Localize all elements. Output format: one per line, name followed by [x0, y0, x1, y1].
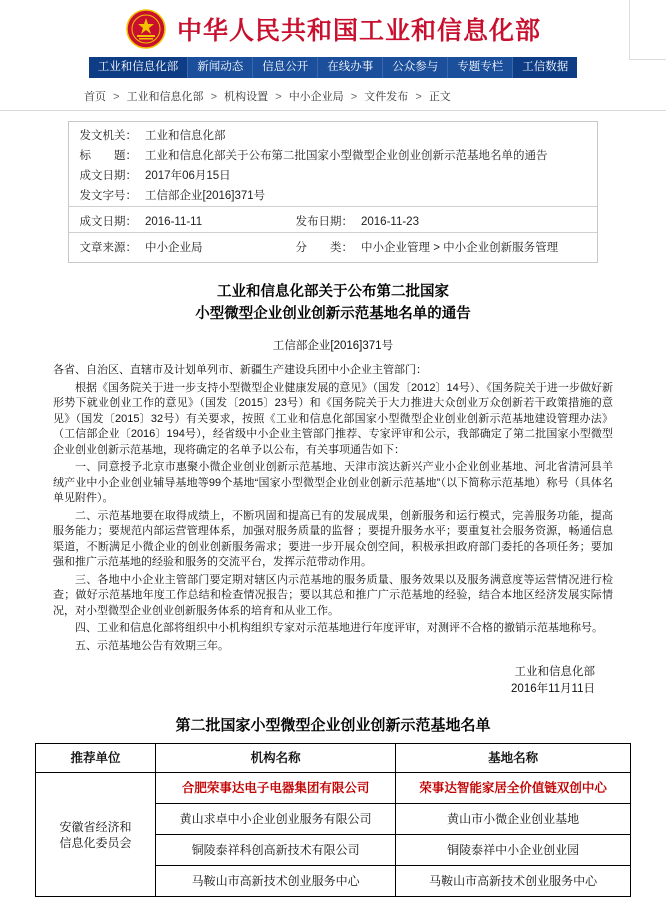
national-emblem-icon: [125, 8, 167, 50]
document-signature: [53, 664, 613, 698]
site-header: [0, 0, 666, 54]
meta-label-written-date: 成文日期：: [79, 169, 137, 182]
table-header-row: [36, 744, 631, 773]
breadcrumb-item-0[interactable]: 首页: [84, 91, 106, 103]
doc-title-line1: 工业和信息化部关于公布第二批国家: [217, 284, 449, 300]
signature-org: 工业和信息化部: [514, 666, 595, 678]
doc-salutation: 各省、自治区、直辖市及计划单列市、新疆生产建设兵团中小企业主管部门：: [53, 364, 427, 376]
column-header-org: 机构名称: [156, 744, 396, 773]
doc-title-line2: 小型微型企业创业创新示范基地名单的通告: [195, 306, 471, 322]
breadcrumb-sep-4: >: [415, 91, 422, 103]
site-title: 中华人民共和国工业和信息化部: [176, 18, 541, 45]
doc-number: 工信部企业[2016]371号: [272, 340, 394, 352]
breadcrumb: [0, 82, 666, 111]
meta-row-issuer: [69, 126, 597, 146]
meta-label-date2: 成文日期：: [79, 215, 137, 228]
cell-org-2: 铜陵泰祥科创高新技术有限公司: [156, 835, 396, 866]
cell-base-1: 黄山市小微企业创业基地: [396, 804, 631, 835]
breadcrumb-sep-0: >: [113, 91, 120, 103]
nav-item-1[interactable]: 新闻动态: [188, 57, 253, 78]
meta-value-category: 中小企业管理 > 中小企业创新服务管理: [361, 241, 559, 254]
breadcrumb-sep-2: >: [275, 91, 282, 103]
meta-label-source: 文章来源：: [79, 241, 137, 254]
nav-item-3[interactable]: 在线办事: [318, 57, 383, 78]
cell-base-2: 铜陵泰祥中小企业创业园: [396, 835, 631, 866]
document-meta-table: [69, 126, 597, 258]
meta-row-source: [69, 238, 597, 258]
main-navigation: [0, 54, 666, 82]
meta-value-docnum: 工信部企业[2016]371号: [145, 189, 266, 202]
meta-label-title: 标 题：: [79, 149, 137, 162]
column-header-base: 基地名称: [396, 744, 631, 773]
meta-row-dates: [69, 212, 597, 233]
breadcrumb-item-5: 正文: [428, 91, 451, 103]
document-body: [53, 363, 613, 654]
breadcrumb-sep-1: >: [210, 91, 218, 103]
column-header-region: 推荐单位: [36, 744, 156, 773]
breadcrumb-item-4[interactable]: 文件发布: [364, 91, 409, 103]
nav-item-5[interactable]: 专题专栏: [448, 57, 513, 78]
document-meta-panel: [68, 121, 598, 263]
appendix-table-wrap: [35, 743, 631, 897]
doc-paragraph-5: 五、示范基地公告有效期三年。: [75, 639, 229, 652]
meta-row-written-date: [69, 166, 597, 186]
breadcrumb-item-1[interactable]: 工业和信息化部: [126, 91, 204, 103]
cell-org-0: 合肥荣事达电子电器集团有限公司: [156, 773, 396, 804]
doc-paragraph-3: 三、各地中小企业主管部门要定期对辖区内示范基地的服务质量、服务效果以及服务满意度等运营情况进行检查；做好示范基地年度工作总结和检查情况报告；要以其总和推广广示范基地的经验，结合本地区经济发展实际情况，对小型微型企业创业创新服务体系的培育和从业工作。: [53, 573, 613, 617]
cell-org-1: 黄山求卓中小企业创业服务有限公司: [156, 804, 396, 835]
base-list-table: [35, 743, 631, 897]
table-row: [36, 773, 631, 804]
meta-label-publish: 发布日期：: [295, 215, 353, 228]
meta-value-written-date: 2017年06月15日: [145, 169, 231, 182]
meta-value-date2: 2016-11-11: [145, 215, 203, 228]
meta-label-category: 分 类：: [295, 241, 353, 254]
meta-row-docnum: [69, 186, 597, 207]
appendix-title: 第二批国家小型微型企业创业创新示范基地名单: [175, 718, 491, 734]
doc-paragraph-0: 根据《国务院关于进一步支持小型微型企业健康发展的意见》（国发〔2012〕14号）、《国务院关于进一步做好新形势下就业创业工作的意见》（国发〔2015〕23号）和《国务院关于大力推进大众创业万众创新若干政策措施的意见》（国发〔2015〕32号）有关要求，按照《工业和信息化部国家小型微型企业创业创新示范基地建设管理办法》（工信部企业〔2016〕194号），经省级中小企业主管部门推荐、专家评审和公示，我部确定了第二批国家小型微型企业创业创新示范基地，现将确定的名单予以公布，有关事项通告如下：: [53, 381, 613, 456]
cell-region: 安徽省经济和 信息化委员会: [36, 773, 156, 897]
breadcrumb-item-2[interactable]: 机构设置: [224, 91, 269, 103]
meta-value-publish: 2016-11-23: [361, 215, 419, 228]
breadcrumb-sep-3: >: [350, 91, 358, 103]
cell-base-0: 荣事达智能家居全价值链双创中心: [396, 773, 631, 804]
nav-item-6[interactable]: 工信数据: [513, 57, 577, 78]
signature-date: 2016年11月11日: [511, 683, 595, 695]
nav-item-2[interactable]: 信息公开: [253, 57, 318, 78]
meta-label-docnum: 发文字号：: [79, 189, 137, 202]
page-title: [73, 281, 593, 325]
cell-base-3: 马鞍山市高新技术创业服务中心: [396, 866, 631, 897]
nav-bar: [89, 57, 578, 78]
meta-label-issuer: 发文机关：: [79, 129, 137, 142]
nav-item-0[interactable]: 工业和信息化部: [89, 57, 189, 78]
meta-row-title: [69, 146, 597, 166]
meta-value-title: 工业和信息化部关于公布第二批国家小型微型企业创业创新示范基地名单的通告: [145, 149, 548, 162]
doc-paragraph-1: 一、同意授予北京市惠聚小微企业创业创新示范基地、天津市滨达新兴产业小企业创业基地、河北省清河县羊绒产业中小企业创业辅导基地等99个基地“国家小型微型企业创业创新示范基地”（以下简称示范基地）称号（具体名单见附件）。: [53, 461, 613, 504]
doc-paragraph-4: 四、工业和信息化部将组织中小机构组织专家对示范基地进行年度评审，对测评不合格的撤销示范基地称号。: [75, 622, 603, 634]
doc-paragraph-2: 二、示范基地要在取得成绩上，不断巩固和提高已有的发展成果，创新服务和运行模式，完善服务功能，提高服务能力；要规范内部运营管理体系，加强对服务质量的监督 ；要提升服务水平；要重复社会服务资源，畅通信息渠道，不断满足小微企业的创业创新服务需求；要进一步开展众创空间，积极承担政府部门委托的各项任务；要加强和推广示范基地的经验和服务的交流平台，发挥示范带动作用。: [53, 509, 613, 568]
meta-value-source: 中小企业局: [145, 241, 203, 254]
breadcrumb-item-3[interactable]: 中小企业局: [288, 91, 344, 103]
meta-value-issuer: 工业和信息化部: [145, 129, 226, 142]
nav-item-4[interactable]: 公众参与: [383, 57, 448, 78]
page-edge-decoration: [629, 0, 666, 60]
cell-org-3: 马鞍山市高新技术创业服务中心: [156, 866, 396, 897]
